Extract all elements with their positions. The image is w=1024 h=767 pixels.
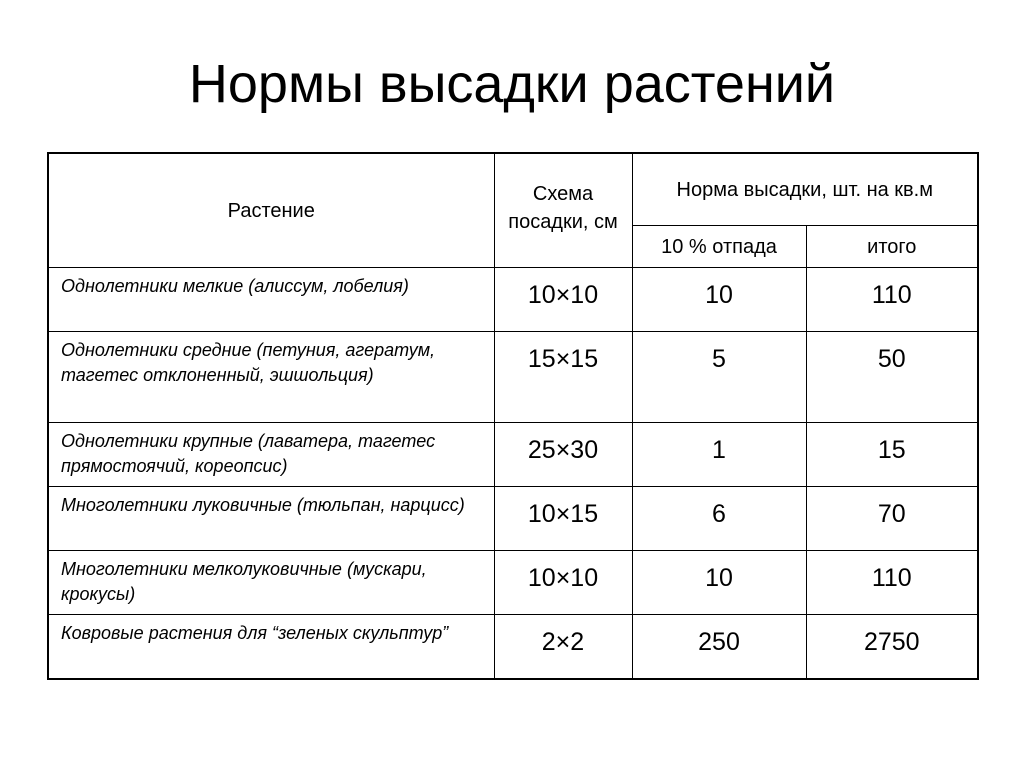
plant-cell: Однолетники мелкие (алиссум, лобелия) bbox=[48, 268, 494, 332]
total-cell: 110 bbox=[806, 551, 978, 615]
header-norm: Норма высадки, шт. на кв.м bbox=[632, 153, 978, 226]
planting-norms-table bbox=[47, 152, 979, 680]
scheme-cell: 25×30 bbox=[494, 423, 632, 487]
loss-cell: 1 bbox=[632, 423, 806, 487]
total-cell: 2750 bbox=[806, 615, 978, 679]
loss-cell: 250 bbox=[632, 615, 806, 679]
loss-cell: 10 bbox=[632, 268, 806, 332]
loss-cell: 5 bbox=[632, 332, 806, 423]
total-cell: 110 bbox=[806, 268, 978, 332]
header-row bbox=[48, 153, 978, 226]
plant-cell: Многолетники луковичные (тюльпан, нарцисс) bbox=[48, 487, 494, 551]
header-plant: Растение bbox=[48, 153, 494, 268]
table-row bbox=[48, 268, 978, 332]
total-cell: 50 bbox=[806, 332, 978, 423]
scheme-cell: 15×15 bbox=[494, 332, 632, 423]
plant-cell: Ковровые растения для “зеленых скульптур” bbox=[48, 615, 494, 679]
table-row bbox=[48, 615, 978, 679]
scheme-cell: 10×10 bbox=[494, 268, 632, 332]
plant-cell: Многолетники мелколуковичные (мускари, крокусы) bbox=[48, 551, 494, 615]
table-row bbox=[48, 423, 978, 487]
header-loss: 10 % отпада bbox=[632, 226, 806, 268]
total-cell: 15 bbox=[806, 423, 978, 487]
plant-cell: Однолетники крупные (лаватера, тагетес прямостоячий, кореопсис) bbox=[48, 423, 494, 487]
loss-cell: 10 bbox=[632, 551, 806, 615]
loss-cell: 6 bbox=[632, 487, 806, 551]
scheme-cell: 10×15 bbox=[494, 487, 632, 551]
page-title: Нормы высадки растений bbox=[188, 54, 836, 114]
plant-cell: Однолетники средние (петуния, агератум, тагетес отклоненный, эшшольция) bbox=[48, 332, 494, 423]
header-total: итого bbox=[806, 226, 978, 268]
scheme-cell: 10×10 bbox=[494, 551, 632, 615]
total-cell: 70 bbox=[806, 487, 978, 551]
header-scheme: Схема посадки, см bbox=[494, 153, 632, 268]
table-row bbox=[48, 551, 978, 615]
table-row bbox=[48, 487, 978, 551]
scheme-cell: 2×2 bbox=[494, 615, 632, 679]
table-row bbox=[48, 332, 978, 423]
